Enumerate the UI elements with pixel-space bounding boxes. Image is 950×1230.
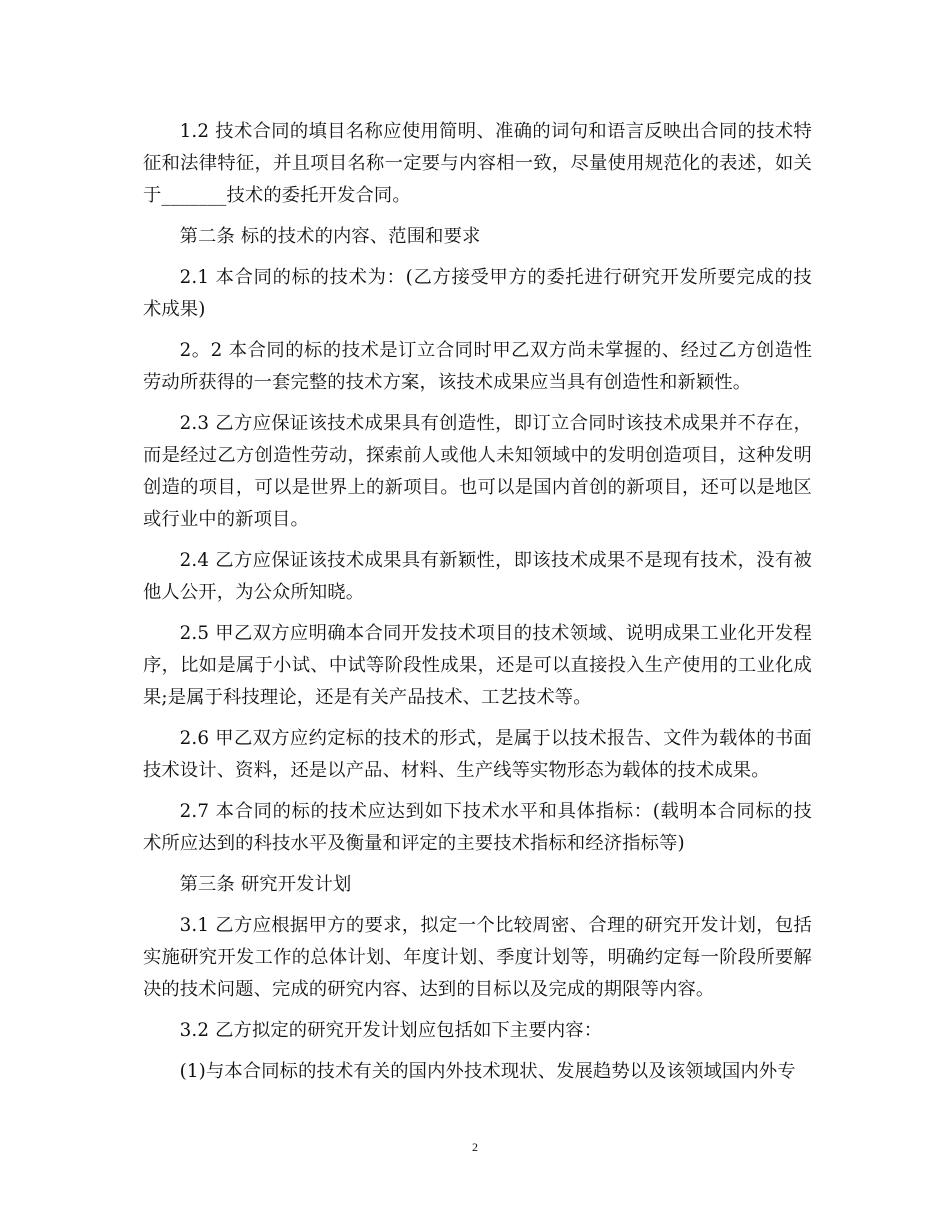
article-3-heading: 第三条 研究开发计划 xyxy=(179,874,352,895)
article-2-heading: 第二条 标的技术的内容、范围和要求 xyxy=(179,226,481,247)
page-number: 2 xyxy=(472,1140,478,1154)
paragraph-1-2-project-name: 1.2 技术合同的填目名称应使用简明、准确的词句和语言反映出合同的技术特征和法律特征，并且项目名称一定要与内容相一致，尽量使用规范化的表述，如关于_______技术的委托开发合同。 xyxy=(143,121,812,206)
paragraph-3-2-item-1: (1)与本合同标的技术有关的国内外技术现状、发展趋势以及该领域国内外专 xyxy=(179,1061,796,1082)
paragraph-2-6: 2.6 甲乙双方应约定标的技术的形式，是属于以技术报告、文件为载体的书面技术设计、资料，还是以产品、材料、生产线等实物形态为载体的技术成果。 xyxy=(143,728,812,781)
paragraph-2-2: 2。2 本合同的标的技术是订立合同时甲乙双方尚未掌握的、经过乙方创造性劳动所获得的一套完整的技术方案，该技术成果应当具有创造性和新颖性。 xyxy=(143,340,812,393)
paragraph-2-3: 2.3 乙方应保证该技术成果具有创造性，即订立合同时该技术成果并不存在，而是经过乙方创造性劳动，探索前人或他人未知领域中的发明创造项目，这种发明创造的项目，可以是世界上的新项目。也可以是国内首创的新项目，还可以是地区或行业中的新项目。 xyxy=(143,413,812,530)
document-body xyxy=(143,116,812,1097)
paragraph-3-2: 3.2 乙方拟定的研究开发计划应包括如下主要内容： xyxy=(179,1020,603,1041)
paragraph-2-1: 2.1 本合同的标的技术为：(乙方接受甲方的委托进行研究开发所要完成的技术成果) xyxy=(143,267,812,320)
paragraph-2-5: 2.5 甲乙双方应明确本合同开发技术项目的技术领域、说明成果工业化开发程序，比如是属于小试、中试等阶段性成果，还是可以直接投入生产使用的工业化成果;是属于科技理论，还是有关产品技术、工艺技术等。 xyxy=(143,623,812,708)
paragraph-2-7: 2.7 本合同的标的技术应达到如下技术水平和具体指标：(载明本合同标的技术所应达到的科技水平及衡量和评定的主要技术指标和经济指标等) xyxy=(143,801,812,854)
paragraph-2-4: 2.4 乙方应保证该技术成果具有新颖性，即该技术成果不是现有技术，没有被他人公开，为公众所知晓。 xyxy=(143,550,812,603)
paragraph-3-1: 3.1 乙方应根据甲方的要求，拟定一个比较周密、合理的研究开发计划，包括实施研究开发工作的总体计划、年度计划、季度计划等，明确约定每一阶段所要解决的技术问题、完成的研究内容、达到的目标以及完成的期限等内容。 xyxy=(143,915,812,1000)
